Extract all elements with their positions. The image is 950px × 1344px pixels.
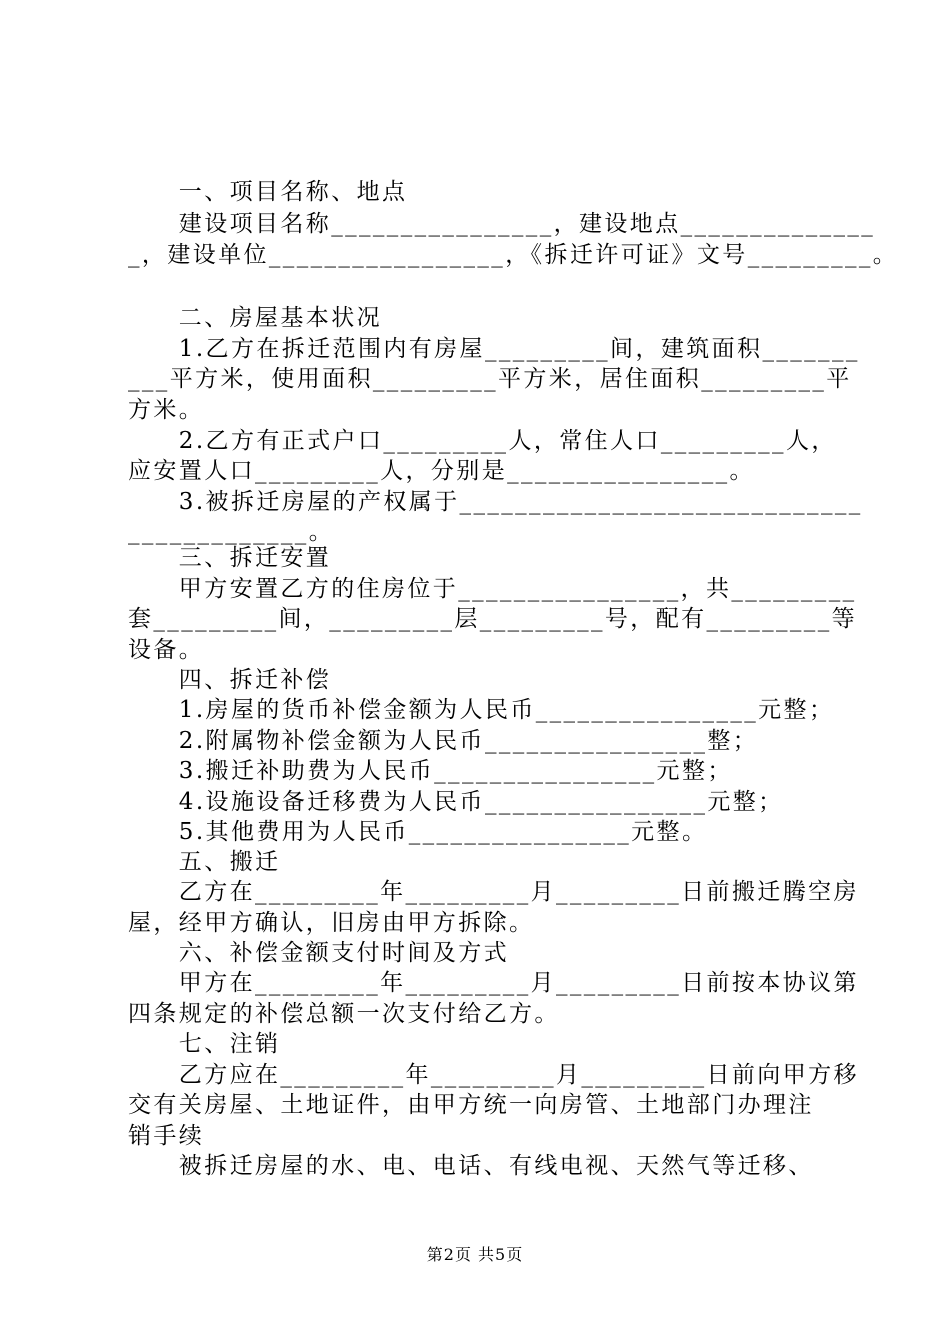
section-heading: 一、项目名称、地点 [128, 179, 408, 205]
body-line: 4.设施设备迁移费为人民币________________元整； [128, 789, 784, 815]
page-footer: 第2页 共5页 [426, 1245, 524, 1264]
body-line: 甲方在_________年_________月_________日前按本协议第 [128, 970, 859, 996]
body-line: 屋，经甲方确认，旧房由甲方拆除。 [128, 910, 535, 936]
body-line: 被拆迁房屋的水、电、电话、有线电视、天然气等迁移、 [128, 1153, 814, 1179]
body-line: 应安置人口_________人，分别是________________。 [128, 458, 755, 484]
body-line: _____________。 [128, 519, 335, 545]
section-heading: 五、搬迁 [128, 849, 281, 875]
body-line: 3.被拆迁房屋的产权属于_____________________________ [128, 489, 863, 515]
body-line: 2.附属物补偿金额为人民币________________整； [128, 728, 759, 754]
section-heading: 三、拆迁安置 [128, 545, 332, 571]
body-line: 设备。 [128, 637, 205, 663]
section-heading: 七、注销 [128, 1031, 281, 1057]
body-line: 甲方安置乙方的住房位于________________，共_________ [128, 576, 857, 602]
body-line: 1.房屋的货币补偿金额为人民币________________元整； [128, 697, 835, 723]
section-heading: 四、拆迁补偿 [128, 667, 332, 693]
body-line: 乙方应在_________年_________月_________日前向甲方移 [128, 1062, 859, 1088]
body-line: ___平方米，使用面积_________平方米，居住面积_________平 [128, 366, 852, 392]
body-line: _，建设单位_________________，《拆迁许可证》文号_________。 [128, 242, 899, 268]
body-line: 方米。 [128, 397, 205, 423]
body-line: 2.乙方有正式户口_________人，常住人口_________人， [128, 428, 837, 454]
body-line: 乙方在_________年_________月_________日前搬迁腾空房 [128, 879, 859, 905]
body-line: 销手续 [128, 1123, 205, 1149]
body-line: 3.搬迁补助费为人民币________________元整； [128, 758, 733, 784]
body-line: 交有关房屋、土地证件，由甲方统一向房管、土地部门办理注 [128, 1092, 814, 1118]
body-line: 1.乙方在拆迁范围内有房屋_________间，建筑面积_______ [128, 336, 860, 362]
section-heading: 二、房屋基本状况 [128, 305, 382, 331]
body-line: 四条规定的补偿总额一次支付给乙方。 [128, 1001, 560, 1027]
section-heading: 六、补偿金额支付时间及方式 [128, 940, 509, 966]
body-line: 5.其他费用为人民币________________元整。 [128, 819, 708, 845]
body-line: 套_________间，_________层_________号，配有_________等 [128, 606, 857, 632]
body-line: 建设项目名称________________，建设地点______________ [128, 211, 876, 237]
